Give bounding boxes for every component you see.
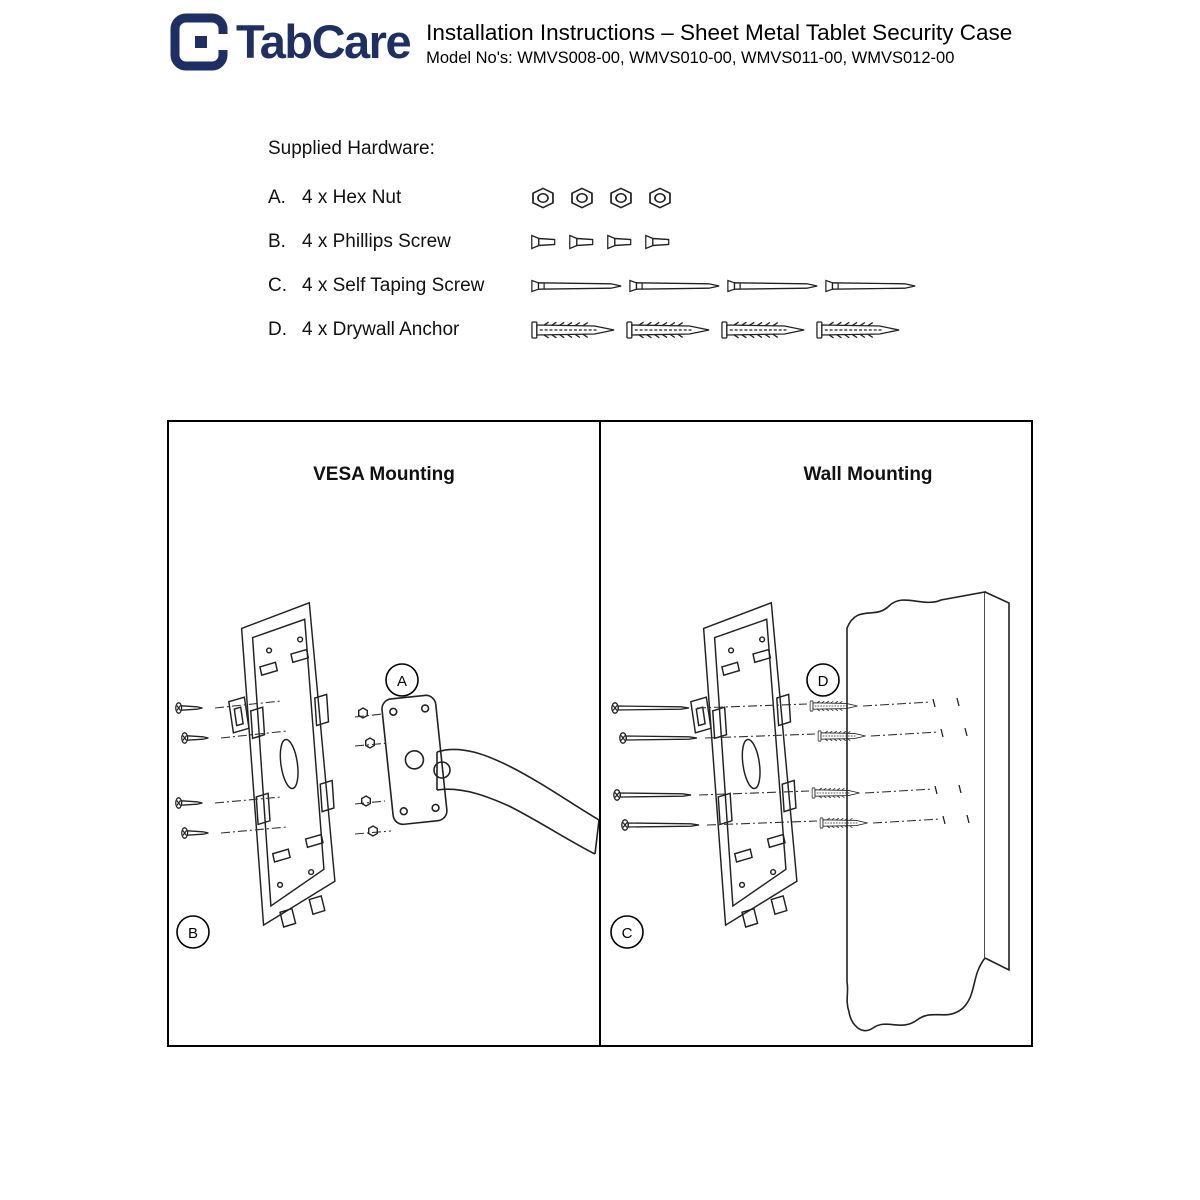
brand-name: TabCare — [236, 15, 411, 68]
callout-b-label: B — [187, 925, 199, 942]
callout-d — [807, 664, 839, 696]
self-tapping-screw-icon — [824, 279, 918, 293]
wall-panel-title: Wall Mounting — [803, 464, 933, 485]
document-header — [170, 12, 1012, 72]
self-tapping-screw-icons — [530, 279, 918, 293]
item-label: 4 x Drywall Anchor — [302, 319, 460, 340]
phillips-screw-icon — [606, 232, 636, 252]
vesa-bracket — [381, 694, 448, 825]
item-label: 4 x Self Taping Screw — [302, 275, 485, 296]
hex-nut-icon — [569, 187, 595, 209]
callout-a-label: A — [396, 673, 408, 690]
item-letter: C. — [268, 275, 287, 296]
callout-c-label: C — [621, 925, 633, 942]
model-numbers: Model No's: WMVS008-00, WMVS010-00, WMVS011-00, WMVS012-00 — [426, 49, 955, 67]
item-letter: A. — [268, 187, 286, 208]
self-tapping-screw-icon — [628, 279, 722, 293]
hex-nut-icon — [608, 187, 634, 209]
hardware-heading: Supplied Hardware: — [268, 138, 435, 159]
supplied-hardware-section — [268, 138, 918, 360]
articulating-arm — [434, 749, 599, 854]
self-tapping-screw-icon — [726, 279, 820, 293]
mounting-plate — [229, 603, 335, 927]
drywall-anchor-icon — [625, 319, 715, 341]
drywall-anchor-icons — [530, 319, 905, 341]
brand-block — [170, 12, 410, 72]
item-letter: D. — [268, 319, 287, 340]
phillips-screw-icon — [530, 232, 560, 252]
callout-b — [177, 916, 209, 948]
mounting-plate — [691, 603, 797, 927]
mounting-panels — [167, 420, 1033, 1047]
hex-nut-icon — [530, 187, 556, 209]
vesa-mounting-panel — [167, 420, 601, 1047]
hex-nut-icons — [530, 187, 673, 209]
phillips-screw-icon — [644, 232, 674, 252]
item-letter: B. — [268, 231, 286, 252]
hardware-item-drywall-anchor — [268, 316, 918, 344]
phillips-screw-icons — [530, 232, 674, 252]
item-label: 4 x Phillips Screw — [302, 231, 451, 252]
wall — [847, 592, 1009, 1031]
hardware-item-self-tapping-screw — [268, 272, 918, 300]
self-tapping-screw-icon — [530, 279, 624, 293]
item-label: 4 x Hex Nut — [302, 187, 402, 208]
callout-d-label: D — [817, 673, 829, 690]
self-tapping-screws — [612, 703, 699, 830]
wall-mounting-diagram — [601, 502, 1031, 1047]
drywall-anchor-icon — [530, 319, 620, 341]
drywall-anchor-icon — [815, 319, 905, 341]
phillips-screw-icon — [568, 232, 598, 252]
hardware-item-phillips-screw — [268, 228, 918, 256]
callout-c — [611, 916, 643, 948]
document-title: Installation Instructions – Sheet Metal Tablet Security Case — [426, 20, 1013, 45]
hardware-item-hex-nut — [268, 184, 918, 212]
hex-nut-icon — [647, 187, 673, 209]
vesa-mounting-diagram — [169, 502, 599, 1047]
drywall-anchor-icon — [720, 319, 810, 341]
vesa-panel-title: VESA Mounting — [313, 464, 455, 485]
callout-a — [386, 664, 418, 696]
tabcare-logo-icon — [170, 13, 228, 71]
hex-nuts — [359, 708, 378, 836]
title-block — [426, 12, 1012, 68]
phillips-screws — [176, 703, 209, 838]
wall-mounting-panel — [599, 420, 1033, 1047]
